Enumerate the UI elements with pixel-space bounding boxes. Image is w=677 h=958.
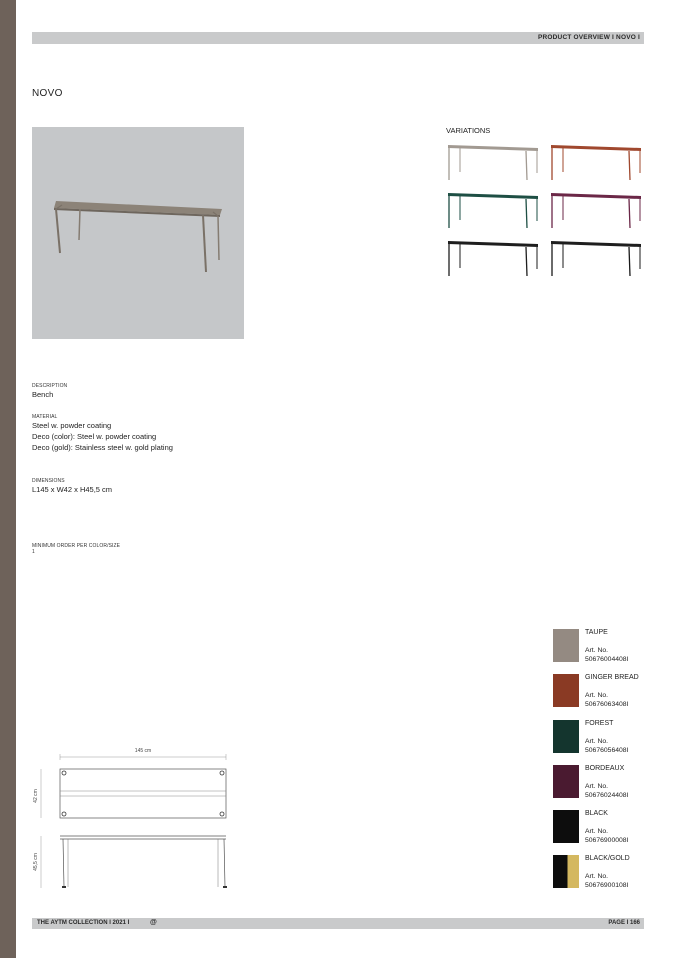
variation-thumbnail — [446, 190, 542, 230]
variation-thumbnail — [549, 238, 645, 278]
color-name: BORDEAUX — [585, 765, 625, 772]
dimensions-block — [32, 478, 112, 495]
height-label: 45,5 cm — [33, 853, 39, 871]
material-line: Deco (gold): Stainless steel w. gold plating — [32, 443, 173, 452]
header-bar — [32, 32, 644, 44]
footer-collection: THE AYTM COLLECTION I 2021 I — [37, 920, 130, 926]
description-value: Bench — [32, 390, 54, 399]
material-line: Steel w. powder coating — [32, 421, 112, 430]
color-swatch — [553, 629, 579, 662]
variation-thumbnail — [549, 190, 645, 230]
depth-label: 42 cm — [33, 789, 39, 803]
color-swatch — [553, 810, 579, 843]
technical-drawing — [28, 744, 238, 894]
description-label: DESCRIPTION — [32, 383, 68, 389]
color-swatch — [553, 855, 579, 888]
material-label: MATERIAL — [32, 414, 58, 420]
article-number: Art. No. 50676900108I — [585, 873, 629, 889]
width-label: 145 cm — [134, 748, 152, 754]
color-name: TAUPE — [585, 629, 608, 636]
footer-bar — [32, 918, 644, 929]
article-number: Art. No. 50676004408I — [585, 647, 629, 663]
variations-label: VARIATIONS — [446, 126, 491, 135]
article-number: Art. No. 50676900008I — [585, 828, 629, 844]
description-block — [32, 383, 67, 400]
material-line: Deco (color): Steel w. powder coating — [32, 432, 157, 441]
color-name: FOREST — [585, 720, 614, 727]
material-block — [32, 414, 173, 453]
color-name: GINGER BREAD — [585, 674, 639, 681]
product-photo — [32, 127, 244, 339]
variation-thumbnail — [549, 142, 645, 182]
brand-logo-icon: @ — [150, 919, 157, 926]
color-swatch — [553, 765, 579, 798]
min-order-label: MINIMUM ORDER PER COLOR/SIZE — [32, 543, 121, 549]
min-order-value: 1 — [32, 549, 35, 555]
bench-image — [32, 127, 244, 339]
variation-thumbnail — [446, 238, 542, 278]
color-swatch — [553, 720, 579, 753]
article-number: Art. No. 50676056408I — [585, 738, 629, 754]
dimensions-value: L145 x W42 x H45,5 cm — [32, 485, 113, 494]
page-number: PAGE I 166 — [608, 920, 640, 926]
article-number: Art. No. 50676024408I — [585, 783, 629, 799]
dimensions-label: DIMENSIONS — [32, 478, 65, 484]
color-name: BLACK — [585, 810, 608, 817]
min-order-block — [32, 543, 120, 555]
color-swatch — [553, 674, 579, 707]
variation-thumbnail — [446, 142, 542, 182]
color-name: BLACK/GOLD — [585, 855, 630, 862]
product-title: NOVO — [32, 88, 63, 99]
header-text: PRODUCT OVERVIEW I NOVO I — [537, 34, 640, 41]
article-number: Art. No. 50676063408I — [585, 692, 629, 708]
page-spine — [0, 0, 16, 958]
